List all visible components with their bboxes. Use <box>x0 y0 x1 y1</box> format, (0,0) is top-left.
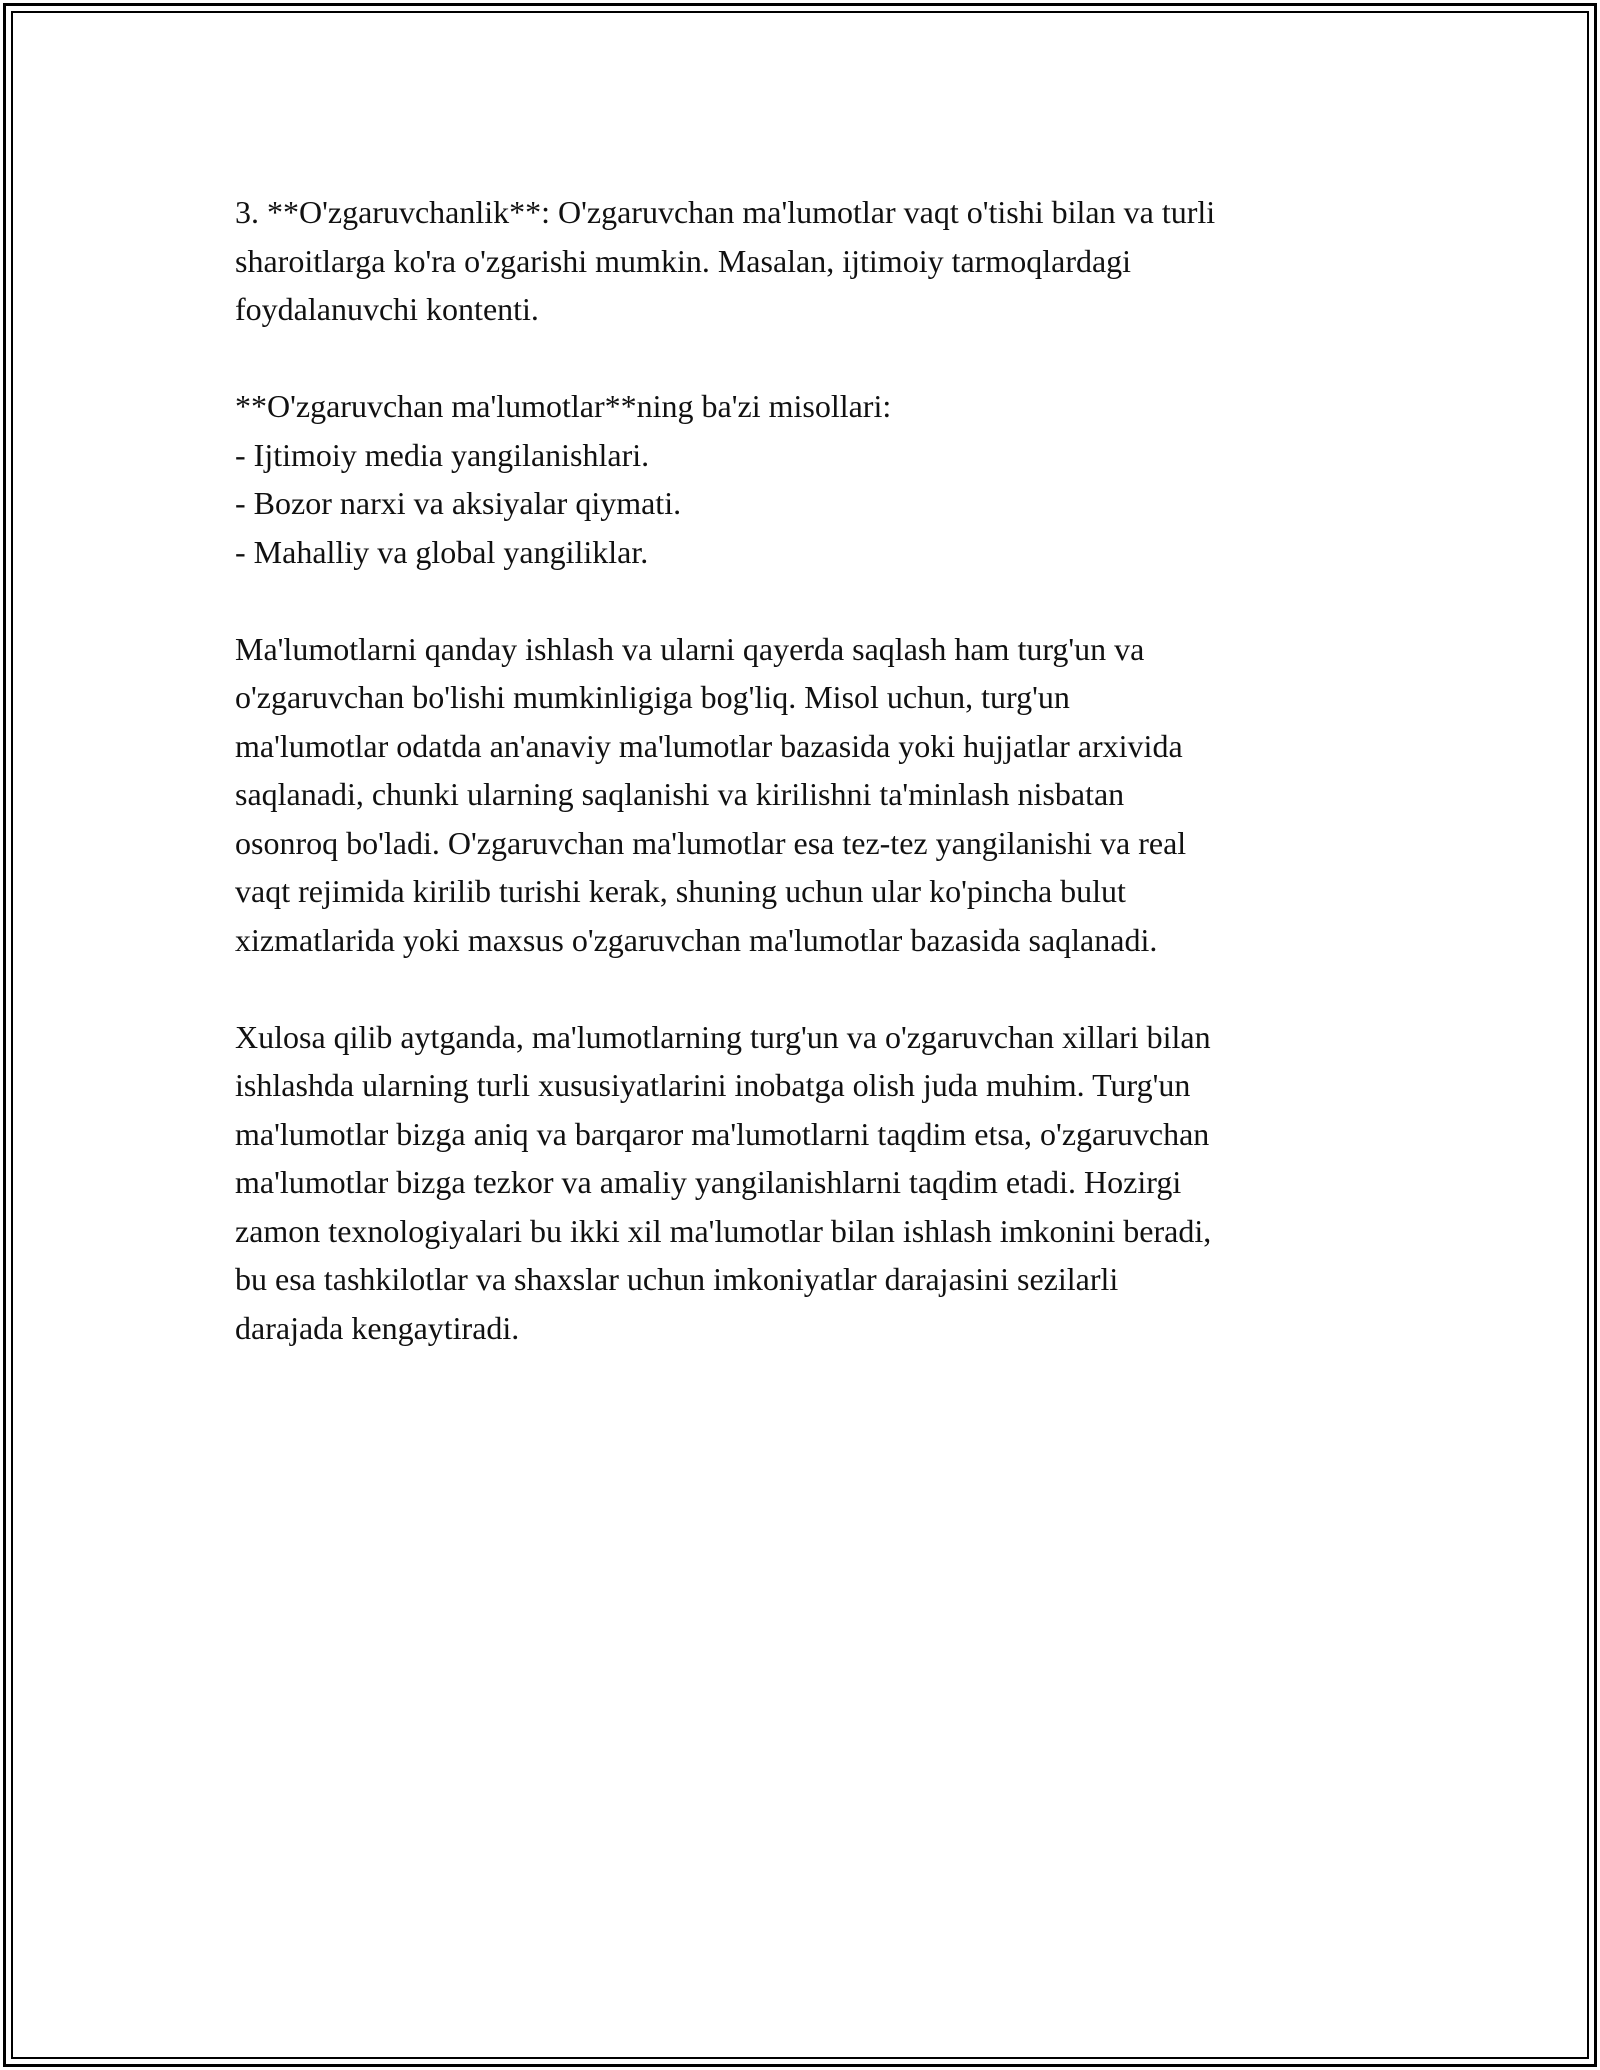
list-item: - Ijtimoiy media yangilanishlari. <box>235 436 650 473</box>
paragraph-examples-list <box>235 382 1375 576</box>
text-line: zamon texnologiyalari bu ikki xil ma'lumotlar bilan ishlash imkonini beradi, <box>235 1212 1212 1249</box>
text-line: sharoitlarga ko'ra o'zgarishi mumkin. Masalan, ijtimoiy tarmoqlardagi <box>235 242 1132 279</box>
text-line: ma'lumotlar odatda an'anaviy ma'lumotlar bazasida yoki hujjatlar arxivida <box>235 727 1183 764</box>
text-line: Ma'lumotlarni qanday ishlash va ularni qayerda saqlash ham turg'un va <box>235 630 1145 667</box>
blank-line <box>235 576 1375 625</box>
list-heading: **O'zgaruvchan ma'lumotlar**ning ba'zi misollari: <box>235 388 892 424</box>
paragraph-conclusion <box>235 1013 1375 1353</box>
text-line: ishlashda ularning turli xususiyatlarini inobatga olish juda muhim. Turg'un <box>235 1067 1191 1103</box>
document-body <box>235 188 1375 1352</box>
text-line: Xulosa qilib aytganda, ma'lumotlarning turg'un va o'zgaruvchan xillari bilan <box>235 1018 1211 1055</box>
paragraph-variability-definition <box>235 188 1375 334</box>
list-item: - Bozor narxi va aksiyalar qiymati. <box>235 485 682 521</box>
text-line: saqlanadi, chunki ularning saqlanishi va kirilishni ta'minlash nisbatan <box>235 776 1125 812</box>
list-item: - Mahalliy va global yangiliklar. <box>235 533 649 570</box>
text-line: darajada kengaytiradi. <box>235 1309 520 1346</box>
blank-line <box>235 964 1375 1013</box>
text-line: ma'lumotlar bizga aniq va barqaror ma'lumotlarni taqdim etsa, o'zgaruvchan <box>235 1115 1210 1152</box>
text-line: ma'lumotlar bizga tezkor va amaliy yangilanishlarni taqdim etadi. Hozirgi <box>235 1164 1182 1200</box>
text-line: o'zgaruvchan bo'lishi mumkinligiga bog'liq. Misol uchun, turg'un <box>235 679 1070 715</box>
blank-line <box>235 334 1375 383</box>
text-line: foydalanuvchi kontenti. <box>235 291 539 327</box>
text-line: vaqt rejimida kirilib turishi kerak, shuning uchun ular ko'pincha bulut <box>235 873 1126 909</box>
text-line: 3. **O'zgaruvchanlik**: O'zgaruvchan ma'lumotlar vaqt o'tishi bilan va turli <box>235 194 1216 230</box>
text-line: bu esa tashkilotlar va shaxslar uchun imkoniyatlar darajasini sezilarli <box>235 1261 1119 1297</box>
text-line: xizmatlarida yoki maxsus o'zgaruvchan ma'lumotlar bazasida saqlanadi. <box>235 921 1158 958</box>
text-line: osonroq bo'ladi. O'zgaruvchan ma'lumotlar esa tez-tez yangilanishi va real <box>235 824 1187 861</box>
paragraph-storage <box>235 625 1375 965</box>
